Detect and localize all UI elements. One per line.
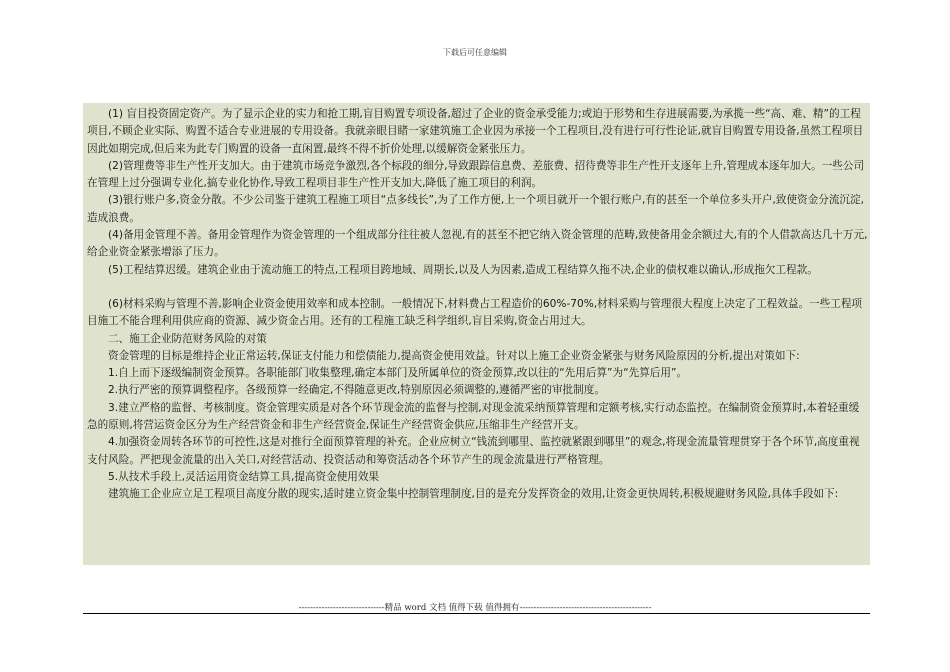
paragraph-11: 4.加强资金周转各环节的可控性,这是对推行全面预算管理的补充。企业应树立“钱流到哪里、监控就紧跟到哪里”的观念,将现金流量管理贯穿于各个环节,高度重视支付风险。严把现金流量的出入关口,对经营活动、投资活动和筹资活动各个环节产生的现金流量进行严格管理。 (87, 436, 860, 466)
paragraph-2: (2)管理费等非生产性开支加大。由于建筑市场竞争激烈,各个标段的细分,导致跟踪信息费、差旅费、招待费等非生产性开支逐年上升,管理成本逐年加大。一些公司在管理上过分强调专业化,搞专业化协作,导致工程项目非生产性开支加大,降低了施工项目的利润。 (87, 159, 865, 190)
paragraph-12: 5.从技术手段上,灵活运用资金结算工具,提高资金使用效果 (108, 470, 380, 483)
section-heading: 二、施工企业防范财务风险的对策 (108, 332, 267, 345)
document-body (83, 103, 870, 565)
paragraph-3: (3)银行账户多,资金分散。不少公司鉴于建筑工程施工项目“点多线长”,为了工作方便,上一个项目就开一个银行账户,有的甚至一个单位多头开户,致使资金分流沉淀,造成浪费。 (87, 194, 864, 224)
page-header: 下载后可任意编辑 (443, 48, 507, 57)
paragraph-7: 资金管理的目标是维持企业正常运转,保证支付能力和偿债能力,提高资金使用效益。针对以上施工企业资金紧张与财务风险原因的分析,提出对策如下: (108, 349, 800, 362)
paragraph-6: (6)材料采购与管理不善,影响企业资金使用效率和成本控制。一般情况下,材料费占工程造价的60%-70%,材料采购与管理很大程度上决定了工程效益。一些工程项目施工不能合理利用供应商的资源、减少资金占用。还有的工程施工缺乏科学组织,盲目采购,资金占用过大。 (87, 297, 863, 328)
paragraph-8: 1.自上而下逐级编制资金预算。各职能部门收集整理,确定本部门及所属单位的资金预算,改以往的“先用后算”为“先算后用”。 (108, 367, 688, 380)
paragraph-1: (1) 盲目投资固定资产。为了显示企业的实力和抢工期,盲目购置专项设备,超过了企业的资金承受能力;或迫于形势和生存进展需要,为承揽一些“高、难、精”的工程项目,不顾企业实际、购置不适合专业进展的专用设备。我就亲眼目睹一家建筑施工企业因为承接一个工程项目,没有进行可行性论证,就盲目购置专用设备,虽然工程项目因此如期完成,但后来为此专门购置的设备一直闲置,最终不得不折价处理,以缓解资金紧张压力。 (87, 108, 864, 155)
paragraph-4: (4)备用金管理不善。备用金管理作为资金管理的一个组成部分往往被人忽视,有的甚至不把它纳入资金管理的范畴,致使备用金余额过大,有的个人借款高达几十万元,给企业资金紧张增添了压力。 (87, 229, 868, 259)
footer-divider (83, 613, 870, 614)
paragraph-10: 3.建立严格的监督、考核制度。资金管理实质是对各个环节现金流的监督与控制,对现金流采纳预算管理和定额考核,实行动态监控。在编制资金预算时,本着轻重缓急的原则,将营运资金区分为生产经营资金和非生产经营资金,保证生产经营资金供应,压缩非生产经营开支。 (87, 401, 860, 432)
paragraph-5: (5)工程结算迟缓。建筑企业由于流动施工的特点,工程项目跨地域、周期长,以及人为因素,造成工程结算久拖不决,企业的债权难以确认,形成拖欠工程款。 (108, 263, 818, 276)
paragraph-13: 建筑施工企业应立足工程项目高度分散的现实,适时建立资金集中控制管理制度,目的是充分发挥资金的效用,让资金更快周转,积极规避财务风险,具体手段如下: (108, 488, 839, 501)
paragraph-9: 2.执行严密的预算调整程序。各级预算一经确定,不得随意更改,特别原因必须调整的,遵循严密的审批制度。 (108, 384, 605, 397)
page-footer: ------------------------------精品 word 文档 值得下载 值得拥有---------------------------------------------- (298, 603, 652, 613)
